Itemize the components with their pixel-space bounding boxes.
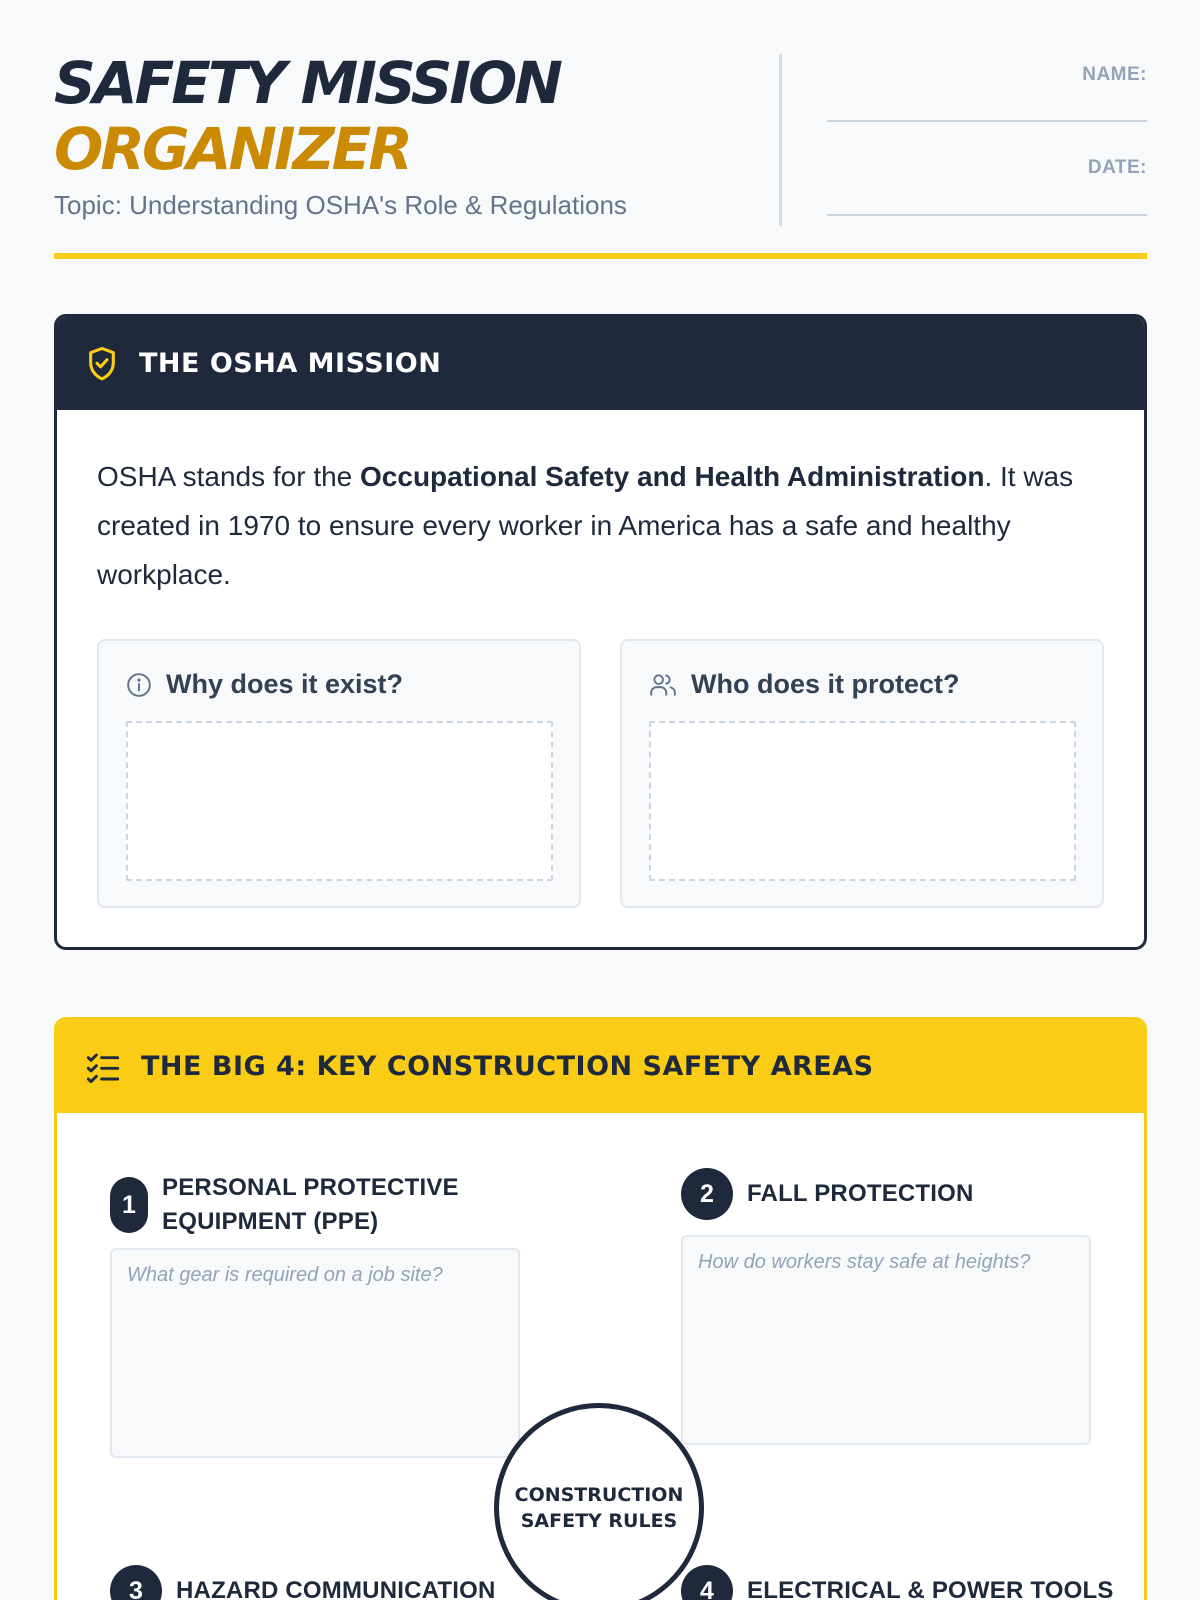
name-field[interactable] bbox=[827, 120, 1147, 122]
area-ppe-answer-field[interactable]: What gear is required on a job site? bbox=[110, 1248, 520, 1458]
who-protect-label: Who does it protect? bbox=[691, 669, 960, 699]
area-number-badge: 4 bbox=[681, 1565, 733, 1600]
info-icon bbox=[126, 672, 152, 698]
mission-card-header bbox=[57, 317, 1144, 410]
area-hazcom-title: HAZARD COMMUNICATION bbox=[176, 1577, 496, 1600]
header-rule bbox=[54, 253, 1147, 259]
why-exist-box bbox=[97, 639, 581, 908]
title-line-2: ORGANIZER bbox=[54, 115, 410, 183]
area-number-badge: 1 bbox=[110, 1177, 148, 1233]
topic-subtitle: Topic: Understanding OSHA's Role & Regulations bbox=[54, 190, 627, 220]
mission-text-bold: Occupational Safety and Health Administration bbox=[360, 461, 985, 492]
area-number-badge: 2 bbox=[681, 1168, 733, 1220]
who-protect-box bbox=[620, 639, 1104, 908]
osha-mission-card bbox=[54, 314, 1147, 950]
date-field[interactable] bbox=[827, 214, 1147, 216]
worksheet-header bbox=[54, 50, 1147, 230]
construction-safety-hub bbox=[494, 1403, 704, 1600]
big4-card bbox=[54, 1017, 1147, 1600]
shield-check-icon bbox=[85, 345, 119, 383]
why-exist-label: Why does it exist? bbox=[166, 669, 404, 699]
area-electrical-title: ELECTRICAL & POWER TOOLS bbox=[747, 1577, 1114, 1600]
who-protect-heading bbox=[649, 669, 959, 700]
area-ppe-title-line2: EQUIPMENT (PPE) bbox=[162, 1208, 379, 1235]
area-ppe-title bbox=[162, 1171, 459, 1239]
name-label: NAME: bbox=[1082, 64, 1147, 85]
why-exist-answer-field[interactable] bbox=[126, 721, 553, 881]
who-protect-answer-field[interactable] bbox=[649, 721, 1076, 881]
area-ppe-title-line1: PERSONAL PROTECTIVE bbox=[162, 1174, 459, 1201]
area-hazcom-heading bbox=[110, 1565, 496, 1600]
date-label: DATE: bbox=[1087, 157, 1147, 178]
hub-line-1: CONSTRUCTION bbox=[514, 1484, 684, 1506]
title-line-1: SAFETY MISSION bbox=[54, 49, 560, 117]
area-fall-heading bbox=[681, 1168, 974, 1220]
hub-line-2: SAFETY RULES bbox=[520, 1510, 678, 1532]
worksheet-title bbox=[54, 50, 560, 182]
mission-text-end: . It was created in 1970 to ensure every worker in America has a safe and healthy workplace. bbox=[97, 461, 1074, 590]
area-fall-title: FALL PROTECTION bbox=[747, 1180, 974, 1207]
area-ppe-heading bbox=[110, 1171, 459, 1239]
big4-card-header bbox=[57, 1020, 1144, 1113]
users-icon bbox=[649, 672, 677, 698]
area-electrical-heading bbox=[681, 1565, 1114, 1600]
area-fall-answer-field[interactable]: How do workers stay safe at heights? bbox=[681, 1235, 1091, 1445]
why-exist-heading bbox=[126, 669, 403, 700]
checklist-icon bbox=[85, 1051, 121, 1083]
big4-heading: THE BIG 4: KEY CONSTRUCTION SAFETY AREAS bbox=[141, 1051, 874, 1082]
mission-text-start: OSHA stands for the bbox=[97, 461, 361, 492]
header-divider bbox=[779, 54, 782, 226]
mission-heading: THE OSHA MISSION bbox=[139, 348, 442, 379]
area-number-badge: 3 bbox=[110, 1565, 162, 1600]
mission-description bbox=[97, 452, 1107, 599]
